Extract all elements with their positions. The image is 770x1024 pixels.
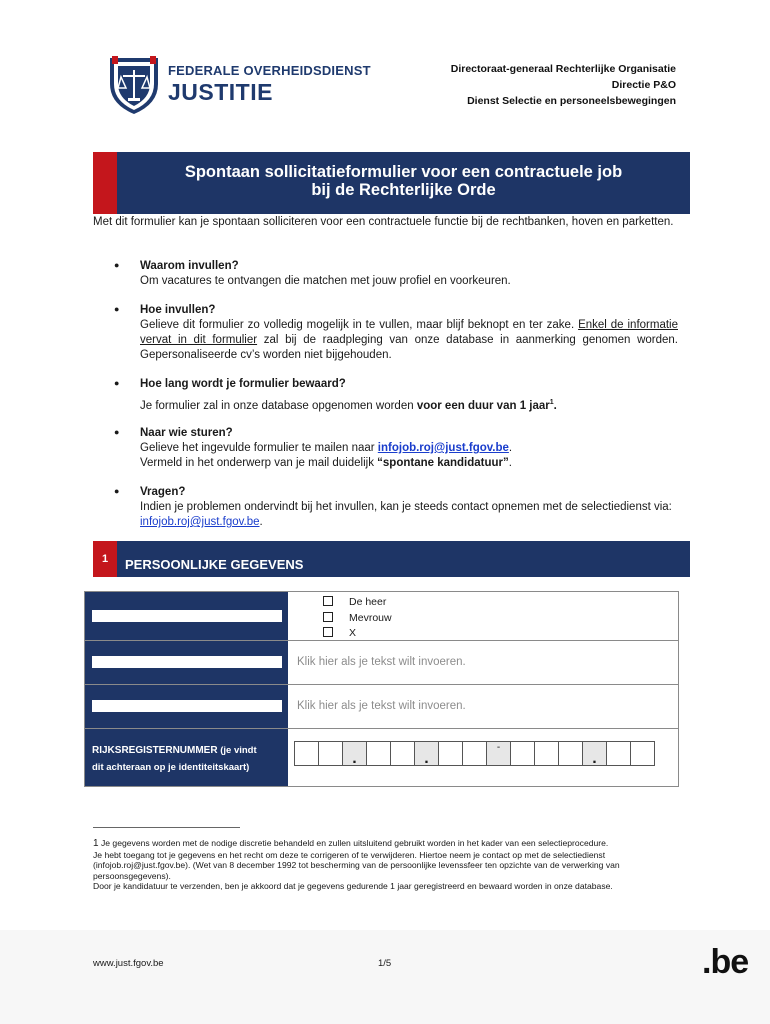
answer-text: . [259, 516, 263, 528]
footer-website[interactable]: www.just.fgov.be [93, 958, 164, 969]
header-line2: Directie P&O [611, 79, 676, 91]
answer-text: zal bij de raadpleging van onze database in aanmerking genomen worden. Gepersonaliseerde cv’s worden niet bijgehouden. [140, 334, 678, 361]
title-accent-bar [93, 152, 117, 214]
label-field [92, 656, 282, 668]
checkbox-icon[interactable] [323, 627, 333, 637]
bullet-answer [140, 456, 678, 471]
bullet-question: Naar wie sturen? [140, 427, 233, 439]
answer-text: . [508, 457, 512, 469]
rrn-input-grid [295, 741, 655, 766]
footnote-divider [93, 827, 240, 828]
page-title [117, 163, 690, 199]
bullet-icon: ● [114, 304, 120, 314]
bullet-answer [140, 500, 678, 530]
rrn-separator [582, 741, 607, 766]
rrn-digit-cell[interactable] [558, 741, 583, 766]
title-line2: bij de Rechterlijke Orde [311, 181, 496, 199]
list-item-send [114, 426, 678, 471]
label-cell [85, 729, 288, 786]
rrn-digit-cell[interactable] [534, 741, 559, 766]
rrn-digit-cell[interactable] [462, 741, 487, 766]
section-title: PERSOONLIJKE GEGEVENS [125, 557, 304, 572]
rrn-digit-cell[interactable] [510, 741, 535, 766]
bullet-icon: ● [114, 378, 120, 388]
page-number: 1/5 [378, 958, 392, 969]
option-label: De heer [349, 596, 387, 608]
footnote [93, 838, 677, 892]
bullet-question: Waarom invullen? [140, 260, 239, 272]
rrn-digit-cell[interactable] [606, 741, 631, 766]
bold-text: “spontane kandidatuur” [377, 457, 509, 469]
rrn-digit-cell[interactable] [438, 741, 463, 766]
rrn-separator [414, 741, 439, 766]
bullet-answer [140, 441, 678, 456]
label-cell [85, 685, 288, 728]
answer-text: . [508, 442, 513, 454]
bullet-question: Hoe invullen? [140, 304, 216, 316]
list-item-duration [114, 377, 678, 414]
form-row-national-number [84, 729, 679, 787]
label-cell [85, 641, 288, 684]
form-row-firstname [84, 685, 679, 729]
list-item-how [114, 303, 678, 363]
email-link[interactable]: infojob.roj@just.fgov.be [140, 516, 260, 528]
intro-text: Met dit formulier kan je spontaan solliciteren voor een contractuele functie bij de rechtbanken, hoven en parketten. [93, 216, 674, 228]
department-header [451, 61, 676, 109]
salutation-option-mr[interactable] [323, 594, 386, 610]
logo-line2: JUSTITIE [168, 79, 273, 105]
header-line3: Dienst Selectie en personeelsbewegingen [467, 95, 676, 107]
footnote-text: Je gegevens worden met de nodige discretie behandeld en zullen uitsluitend gebruikt worden in het kader van een selectieprocedure. [98, 838, 609, 848]
footnote-line: Je hebt toegang tot je gegevens en het recht om deze te corrigeren of te verwijderen. Hiertoe neem je contact op met de selectiedienst (infojob.roj@just.fgov.be). (Wet van 8 december 1992 tot bescherming van de persoonlijke levenssfeer ten opzichte van de verwerking van persoonsgegevens). [93, 849, 620, 881]
bold-text: voor een duur van 1 jaar [416, 399, 550, 412]
bullet-answer [140, 318, 678, 363]
answer-text: Indien je problemen ondervindt bij het invullen, kan je steeds contact opnemen met de selectiedienst via: [140, 501, 672, 513]
list-item-questions [114, 485, 678, 530]
rrn-digit-cell[interactable] [630, 741, 655, 766]
rrn-hint: dit achteraan op je identiteitskaart) [92, 762, 250, 773]
bullet-icon: ● [114, 486, 120, 496]
footnote-line [93, 838, 677, 850]
list-item-why [114, 259, 678, 289]
rrn-separator [342, 741, 367, 766]
footnote-ref[interactable]: 1 [549, 399, 554, 406]
label-cell [85, 592, 288, 640]
page-footer [0, 930, 770, 1024]
bullet-question: Vragen? [140, 486, 186, 498]
salutation-option-x[interactable] [323, 626, 356, 640]
header-line1: Directoraat-generaal Rechterlijke Organisatie [450, 63, 676, 75]
rrn-digit-cell[interactable] [366, 741, 391, 766]
answer-text: Gelieve het ingevulde formulier te mailen naar [140, 442, 378, 454]
rrn-digit-cell[interactable] [390, 741, 415, 766]
rrn-separator [486, 741, 511, 766]
logo-line1: FEDERALE OVERHEIDSDIENST [168, 63, 371, 78]
title-line1: Spontaan sollicitatieformulier voor een contractuele job [184, 163, 623, 181]
option-label: X [349, 627, 357, 639]
salutation-option-mrs[interactable] [323, 610, 392, 626]
bullet-icon: ● [114, 260, 120, 270]
answer-text: . [553, 399, 557, 412]
checkbox-icon[interactable] [323, 612, 333, 622]
text-input-placeholder[interactable]: Klik hier als je tekst wilt invoeren. [297, 700, 466, 712]
bullet-answer [140, 395, 678, 414]
footnote-line: Door je kandidatuur te verzenden, ben je akkoord dat je gegevens gedurende 1 jaar geregistreerd en bewaard worden in onze database. [93, 881, 613, 891]
answer-text: Vermeld in het onderwerp van je mail duidelijk [140, 457, 378, 469]
footnote-number: 1 [93, 838, 99, 849]
label-field [92, 610, 282, 622]
form-row-salutation [84, 591, 679, 641]
text-input-placeholder[interactable]: Klik hier als je tekst wilt invoeren. [297, 656, 466, 668]
section-number: 1 [101, 553, 109, 565]
label-field [92, 700, 282, 712]
rrn-digit-cell[interactable] [294, 741, 319, 766]
form-row-name [84, 641, 679, 685]
checkbox-icon[interactable] [323, 596, 333, 606]
bullet-question: Hoe lang wordt je formulier bewaard? [140, 378, 346, 390]
be-logo: .be [702, 943, 749, 981]
email-link[interactable]: infojob.roj@just.fgov.be [377, 442, 509, 454]
rrn-hint: (je vindt [217, 745, 257, 756]
option-label: Mevrouw [349, 612, 392, 624]
rrn-dash: - [496, 742, 501, 753]
rrn-label [92, 742, 287, 776]
rrn-label-text: RIJKSREGISTERNUMMER [92, 745, 218, 756]
bullet-answer: Om vacatures te ontvangen die matchen met jouw profiel en voorkeuren. [140, 275, 511, 287]
underlined-text: Enkel de informatie vervat in dit formulier [140, 319, 678, 346]
rrn-digit-cell[interactable] [318, 741, 343, 766]
answer-text: Gelieve dit formulier zo volledig mogelijk in te vullen, maar blijf beknopt en ter zake. [140, 319, 579, 331]
answer-text: Je formulier zal in onze database opgenomen worden [140, 399, 417, 412]
bullet-icon: ● [114, 427, 120, 437]
